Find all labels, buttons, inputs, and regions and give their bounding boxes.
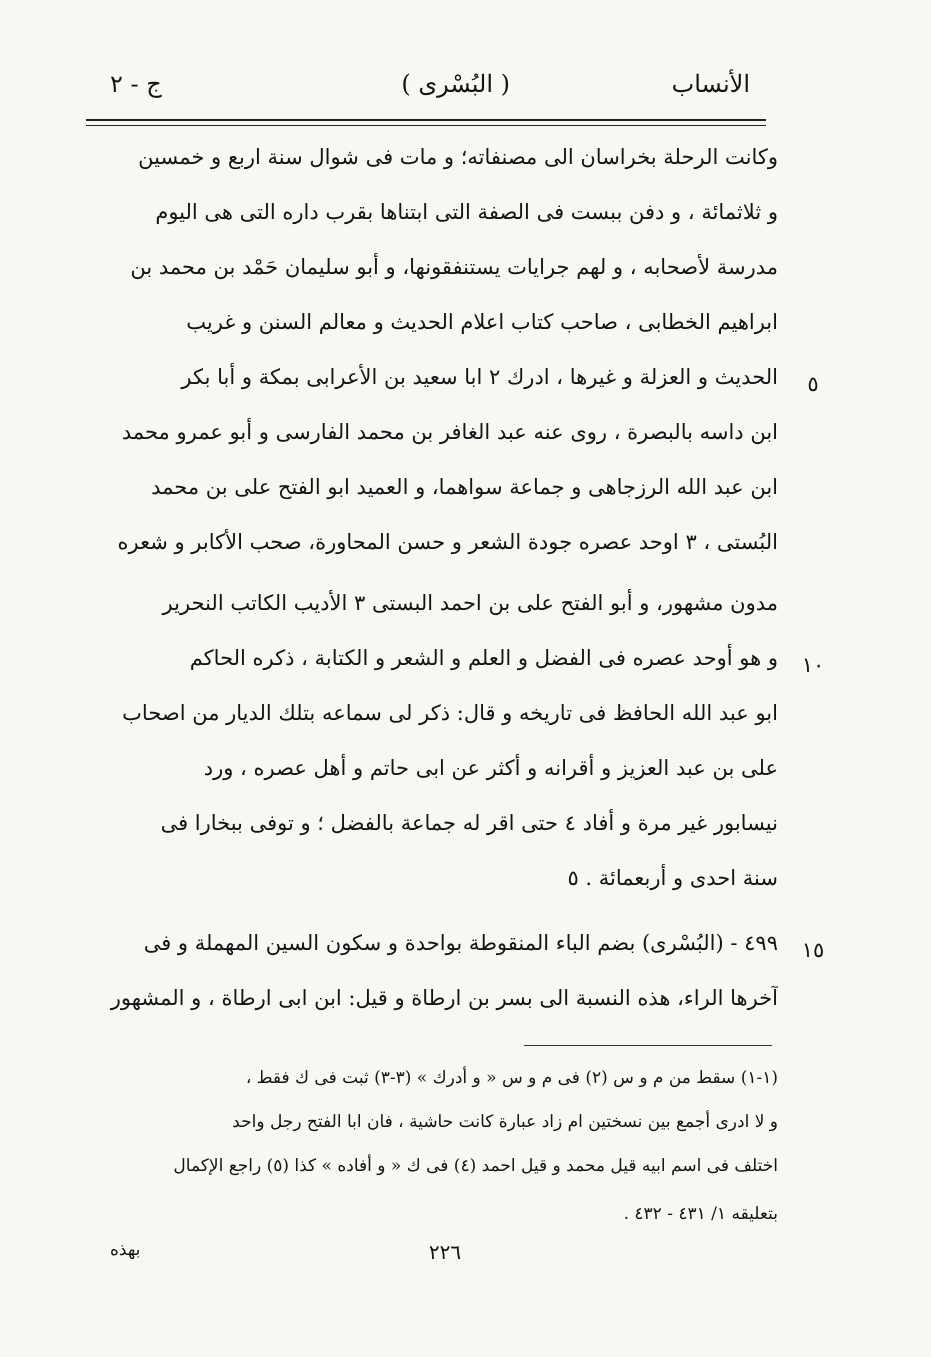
- body-line: الحديث و العزلة و غيرها ، ادرك ٢ ابا سعيد بن الأعرابى بمكة و أبا بكر: [181, 365, 778, 389]
- body-line: على بن عبد العزيز و أقرانه و أكثر عن ابى حاتم و أهل عصره ، ورد: [203, 756, 778, 780]
- footnote-line: بتعليقه ١/ ٤٣١ - ٤٣٢ .: [623, 1204, 778, 1224]
- body-line: و هو أوحد عصره فى الفضل و العلم و الشعر و الكتابة ، ذكره الحاكم: [189, 646, 778, 670]
- footnote-line: اختلف فى اسم ابيه قيل محمد و قيل احمد (٤) فى ك « و أفاده » كذا (٥) راجع الإكمال: [173, 1156, 778, 1176]
- body-line: وكانت الرحلة بخراسان الى مصنفاته؛ و مات فى شوال سنة اربع و خمسين: [138, 145, 778, 169]
- body-line: مدرسة لأصحابه ، و لهم جرايات يستنفقونها، و أبو سليمان حَمْد بن محمد بن: [130, 255, 778, 279]
- body-line: ابن عبد الله الرزجاهى و جماعة سواهما، و العميد ابو الفتح على بن محمد: [151, 475, 778, 499]
- entry-line: ٤٩٩ - (البُسْرى) بضم الباء المنقوطة بواحدة و سكون السين المهملة و فى: [143, 931, 778, 955]
- page-number: ٢٢٦: [428, 1240, 462, 1264]
- running-header: [100, 66, 760, 110]
- footnote-line: و لا ادرى أجمع بين نسختين ام زاد عبارة كانت حاشية ، فان ابا الفتح رجل واحد: [232, 1112, 778, 1132]
- footnote-line: (١-١) سقط من م و س (٢) فى م و س « و أدرك » (٣-٣) ثبت فى ك فقط ،: [245, 1068, 778, 1088]
- header-volume: ج - ٢: [110, 70, 162, 98]
- body-line: آخرها الراء، هذه النسبة الى بسر بن ارطاة و قيل: ابن ابى ارطاة ، و المشهور: [110, 986, 778, 1010]
- body-line: ابن داسه بالبصرة ، روى عنه عبد الغافر بن محمد الفارسى و أبو عمرو محمد: [121, 420, 778, 444]
- line-number: ١٥: [801, 938, 825, 962]
- header-rule-thin: [86, 125, 766, 126]
- body-line: ابو عبد الله الحافظ فى تاريخه و قال: ذكر لى سماعه بتلك الديار من اصحاب: [122, 701, 778, 725]
- header-rule-thick: [86, 119, 766, 121]
- body-line: و ثلاثمائة ، و دفن ببست فى الصفة التى ابتناها بقرب داره التى هى اليوم: [155, 200, 778, 224]
- header-section-title: الأنساب: [671, 70, 750, 98]
- body-line: مدون مشهور، و أبو الفتح على بن احمد البستى ٣ الأديب الكاتب النحرير: [162, 591, 778, 615]
- body-line: سنة احدى و أربعمائة . ٥: [567, 866, 778, 890]
- body-line: البُستى ، ٣ اوحد عصره جودة الشعر و حسن المحاورة، صحب الأكابر و شعره: [117, 530, 778, 554]
- body-line: نيسابور غير مرة و أفاد ٤ حتى اقر له جماعة بالفضل ؛ و توفى ببخارا فى: [160, 811, 778, 835]
- signature-mark: بهذه: [110, 1240, 141, 1260]
- footnote-rule: [524, 1045, 772, 1046]
- header-entry-title: ( البُسْرى ): [401, 70, 510, 98]
- line-number: ١٠: [801, 653, 825, 677]
- body-line: ابراهيم الخطابى ، صاحب كتاب اعلام الحديث و معالم السنن و غريب: [186, 310, 778, 334]
- line-number: ٥: [807, 372, 819, 396]
